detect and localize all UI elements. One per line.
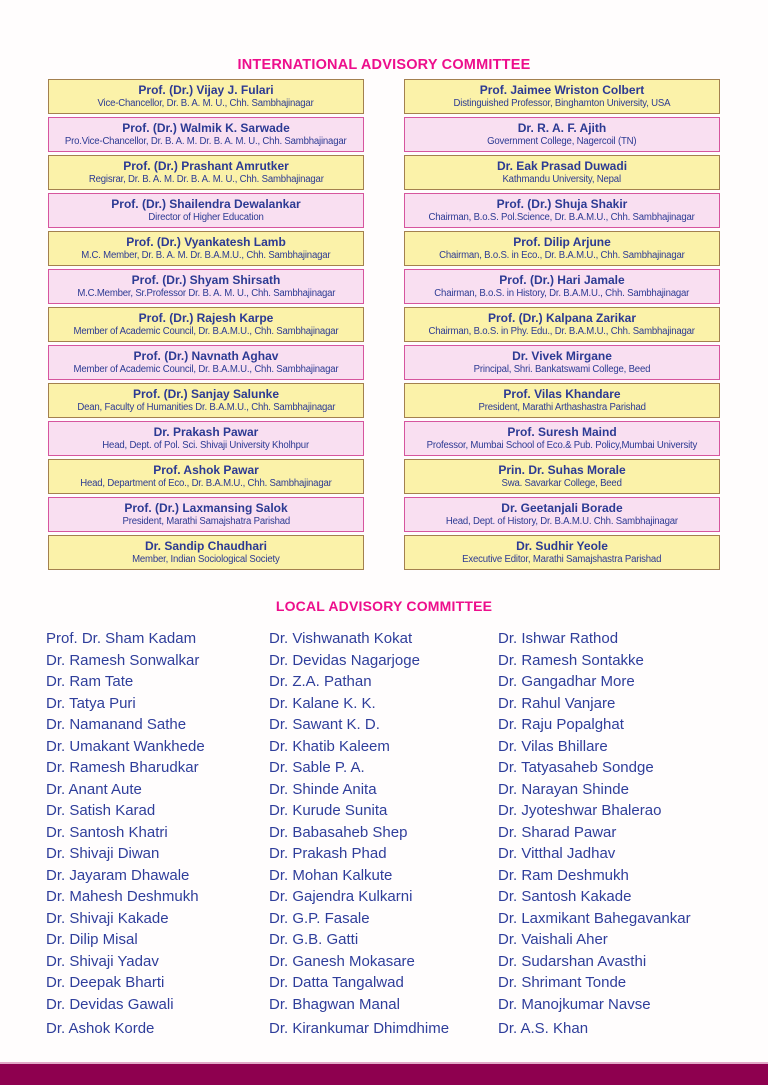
local-member-name: Dr. A.S. Khan [498,1020,589,1037]
local-member-name: Dr. Devidas Gawali [46,995,174,1013]
local-member-name: Dr. Anant Aute [46,780,142,798]
local-member-name: Dr. Shivaji Diwan [46,845,160,862]
local-member-name: Dr. Satish Karad [46,802,156,819]
member-name: Dr. Sudhir Yeole [516,539,608,553]
local-member-name: Dr. Bhagwan Manal [269,995,400,1013]
local-member-name: Dr. Narayan Shinde [498,780,629,798]
member-role: Director of Higher Education [148,212,264,223]
local-member-name: Dr. Ram Tate [46,673,134,690]
local-member-name: Dr. Z.A. Pathan [269,673,372,690]
local-member-name: Dr. Umakant Wankhede [46,737,205,755]
local-member-name: Dr. G.B. Gatti [269,931,359,948]
local-member-name: Dr. Babasaheb Shep [269,823,408,841]
local-member-name: Dr. Vilas Bhillare [498,737,608,755]
local-member-name: Dr. Sudarshan Avasthi [498,952,647,970]
local-committee-title: LOCAL ADVISORY COMMITTEE [275,598,493,614]
member-name: Dr. Prakash Pawar [153,425,259,439]
local-member-name: Dr. Vishwanath Kokat [269,630,413,647]
member-role: Chairman, B.o.S. in Eco., Dr. B.A.M.U., Chh. Sambhajinagar [439,250,685,261]
local-member-name: Dr. Mohan Kalkute [269,866,393,884]
local-member-name: Dr. Sawant K. D. [269,716,380,733]
member-role: Distinguished Professor, Binghamton University, USA [453,98,671,109]
member-name: Prof. (Dr.) Kalpana Zarikar [487,311,637,325]
member-name: Prof. (Dr.) Sanjay Salunke [132,387,280,401]
member-name: Prof. (Dr.) Shuja Shakir [496,197,628,211]
local-member-name: Dr. Shivaji Kakade [46,909,169,927]
member-name: Prof. (Dr.) Walmik K. Sarwade [122,121,290,135]
member-name: Dr. Eak Prasad Duwadi [496,159,628,173]
member-role: Government College, Nagercoil (TN) [487,136,637,147]
member-role: Dean, Faculty of Humanities Dr. B.A.M.U., Chh. Sambhajinagar [77,402,335,413]
local-member-name: Dr. Deepak Bharti [46,974,165,991]
member-role: Head, Dept. of History, Dr. B.A.M.U. Chh. Sambhajinagar [445,516,679,527]
member-name: Prof. (Dr.) Vijay J. Fulari [138,83,274,97]
committee-member-box [404,155,720,190]
member-name: Prof. Suresh Maind [507,425,617,439]
member-name: Dr. Vivek Mirgane [512,349,612,363]
local-member-name: Dr. Khatib Kaleem [269,737,390,755]
international-committee-section [48,79,720,573]
member-role: Swa. Savarkar College, Beed [501,478,623,489]
member-name: Prof. Dilip Arjune [513,235,611,249]
footer-bar [0,1062,768,1085]
committee-member-box [48,497,364,532]
member-role: Chairman, B.o.S. Pol.Science, Dr. B.A.M.U., Chh. Sambhajinagar [428,212,696,223]
member-name: Prof. Vilas Khandare [503,387,621,401]
member-role: M.C.Member, Sr.Professor Dr. B. A. M. U., Chh. Sambhajinagar [77,288,335,299]
committee-member-box [48,421,364,456]
local-member-name: Dr. Mahesh Deshmukh [46,888,199,905]
committee-member-box [404,383,720,418]
committee-member-box [404,79,720,114]
member-name: Prof. (Dr.) Vyankatesh Lamb [126,235,286,249]
member-name: Prof. Ashok Pawar [153,463,259,477]
committee-member-box [404,117,720,152]
committee-member-box [404,459,720,494]
member-role: Member, Indian Sociological Society [132,554,280,565]
local-member-name: Dr. Devidas Nagarjoge [269,651,420,669]
local-committee-section [0,628,768,1040]
committee-member-box [48,383,364,418]
committee-member-box [48,231,364,266]
local-member-name: Dr. Kalane K. K. [269,694,376,712]
committee-member-box [48,155,364,190]
committee-member-box [404,307,720,342]
local-member-name: Dr. Sharad Pawar [498,823,617,841]
local-member-name: Dr. Vitthal Jadhav [498,845,616,862]
member-role: Member of Academic Council, Dr. B.A.M.U., Chh. Sambhajinagar [73,326,339,337]
local-member-name: Dr. Sable P. A. [269,759,365,776]
committee-member-box [48,79,364,114]
committee-member-box [48,345,364,380]
member-role: Vice-Chancellor, Dr. B. A. M. U., Chh. Sambhajinagar [97,98,315,109]
member-name: Prof. (Dr.) Hari Jamale [499,273,625,287]
committee-member-box [404,193,720,228]
local-member-name: Dr. Laxmikant Bahegavankar [498,909,691,927]
local-member-name: Dr. Tatya Puri [46,694,136,712]
member-name: Prof. (Dr.) Prashant Amrutker [123,159,289,173]
local-member-name: Dr. Datta Tangalwad [269,974,404,991]
member-name: Prof. (Dr.) Rajesh Karpe [138,311,274,325]
member-role: M.C. Member, Dr. B. A. M. Dr. B.A.M.U., Chh. Sambhajinagar [81,250,331,261]
international-committee-title: INTERNATIONAL ADVISORY COMMITTEE [237,57,531,73]
local-member-name: Dr. Ganesh Mokasare [269,952,415,970]
local-member-name: Dr. Kurude Sunita [269,802,388,819]
local-member-name: Dr. Jyoteshwar Bhalerao [498,802,662,819]
local-member-name: Dr. Jayaram Dhawale [46,866,190,884]
member-role: Chairman, B.o.S. in Phy. Edu., Dr. B.A.M.U., Chh. Sambhajinagar [428,326,696,337]
committee-member-box [48,117,364,152]
committee-member-box [404,497,720,532]
local-member-name: Dr. Vaishali Aher [498,931,608,948]
local-member-name: Prof. Dr. Sham Kadam [46,630,197,647]
local-member-name: Dr. Tatyasaheb Sondge [498,759,654,776]
member-role: Professor, Mumbai School of Eco.& Pub. Policy,Mumbai University [426,440,698,451]
local-member-name: Dr. Ishwar Rathod [498,630,619,647]
member-name: Dr. Geetanjali Borade [501,501,623,515]
local-column-1 [46,628,269,1040]
member-role: Member of Academic Council, Dr. B.A.M.U., Chh. Sambhajinagar [73,364,339,375]
local-column-2 [269,628,498,1040]
local-member-name: Dr. Gangadhar More [498,673,635,690]
member-role: Executive Editor, Marathi Samajshastra Parishad [462,554,662,565]
local-member-name: Dr. Santosh Kakade [498,888,632,905]
member-name: Prin. Dr. Suhas Morale [498,463,626,477]
local-member-name: Dr. Santosh Khatri [46,823,168,841]
local-member-name: Dr. Ramesh Bharudkar [46,759,199,776]
local-member-name: Dr. Namanand Sathe [46,716,187,733]
member-name: Prof. (Dr.) Shailendra Dewalankar [111,197,301,211]
member-role: Chairman, B.o.S. in History, Dr. B.A.M.U., Chh. Sambhajinagar [434,288,690,299]
member-role: Kathmandu University, Nepal [502,174,622,185]
committee-member-box [404,421,720,456]
local-column-3 [498,628,748,1040]
local-member-name: Dr. G.P. Fasale [269,909,370,927]
committee-member-box [48,307,364,342]
local-member-name: Dr. Shinde Anita [269,780,377,798]
local-member-name: Dr. Shivaji Yadav [46,952,159,970]
local-member-name: Dr. Manojkumar Navse [498,995,651,1013]
member-name: Dr. R. A. F. Ajith [517,121,607,135]
committee-member-box [404,269,720,304]
local-member-name: Dr. Ashok Korde [46,1020,155,1037]
member-name: Prof. (Dr.) Shyam Shirsath [131,273,281,287]
local-member-name: Dr. Ram Deshmukh [498,866,629,884]
local-member-name: Dr. Prakash Phad [269,845,387,862]
committee-member-box [48,459,364,494]
international-left-column [48,79,364,573]
committee-member-box [404,231,720,266]
committee-member-box [48,193,364,228]
committee-member-box [404,535,720,570]
member-role: Principal, Shri. Bankatswami College, Beed [473,364,651,375]
member-role: President, Marathi Arthashastra Parishad [478,402,646,413]
local-member-name: Dr. Kirankumar Dhimdhime [269,1020,450,1037]
committee-member-box [48,269,364,304]
local-member-name: Dr. Ramesh Sontakke [498,651,644,669]
member-name: Prof. (Dr.) Laxmansing Salok [124,501,288,515]
local-member-name: Dr. Raju Popalghat [498,716,624,733]
local-member-name: Dr. Dilip Misal [46,931,138,948]
member-role: Regisrar, Dr. B. A. M. Dr. B. A. M. U., Chh. Sambhajinagar [88,174,324,185]
local-member-name: Dr. Ramesh Sonwalkar [46,651,200,669]
member-role: Pro.Vice-Chancellor, Dr. B. A. M. Dr. B. A. M. U., Chh. Sambhajinagar [65,136,347,147]
member-role: Head, Department of Eco., Dr. B.A.M.U., Chh. Sambhajinagar [80,478,332,489]
committee-member-box [48,535,364,570]
international-right-column [404,79,720,573]
member-name: Prof. Jaimee Wriston Colbert [479,83,645,97]
local-member-name: Dr. Gajendra Kulkarni [269,888,413,905]
local-member-name: Dr. Rahul Vanjare [498,694,616,712]
committee-member-box [404,345,720,380]
member-name: Prof. (Dr.) Navnath Aghav [133,349,279,363]
local-member-name: Dr. Shrimant Tonde [498,974,627,991]
member-role: President, Marathi Samajshatra Parishad [122,516,290,527]
member-role: Head, Dept. of Pol. Sci. Shivaji University Kholhpur [102,440,310,451]
member-name: Dr. Sandip Chaudhari [144,539,267,553]
